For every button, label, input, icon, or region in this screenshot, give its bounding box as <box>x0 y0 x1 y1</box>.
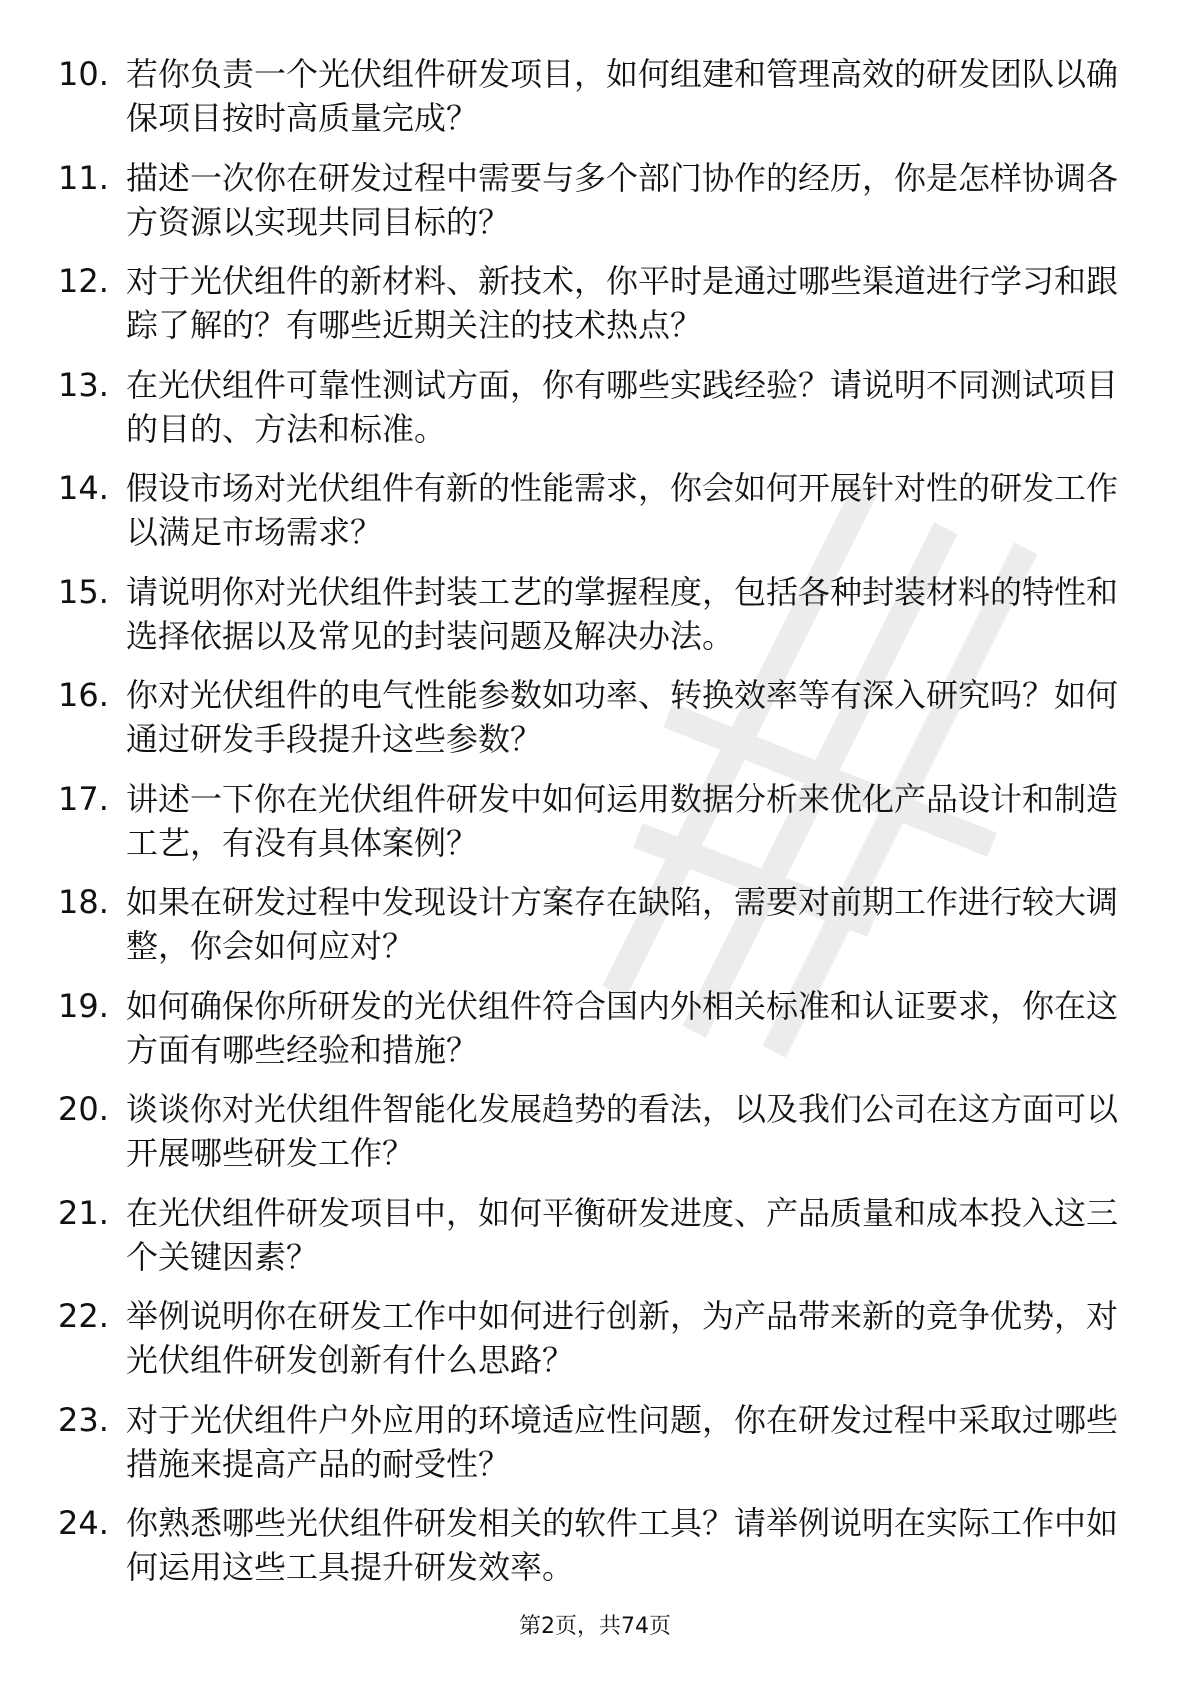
question-number: 22. <box>58 1297 109 1335</box>
question-number: 15. <box>58 572 109 611</box>
question-item <box>58 777 1118 865</box>
question-number: 10. <box>58 55 109 93</box>
question-text: 你对光伏组件的电气性能参数如功率、转换效率等有深入研究吗？如何通过研发手段提升这些参数？ <box>126 676 1119 758</box>
question-text: 谈谈你对光伏组件智能化发展趋势的看法，以及我们公司在这方面可以开展哪些研发工作？ <box>126 1090 1119 1172</box>
question-text: 在光伏组件可靠性测试方面，你有哪些实践经验？请说明不同测试项目的目的、方法和标准。 <box>126 365 1119 448</box>
question-number: 21. <box>58 1193 109 1232</box>
question-item <box>58 363 1118 451</box>
page-number-label: 第2页，共74页 <box>519 1614 671 1639</box>
question-item <box>58 259 1118 347</box>
question-item <box>58 1087 1118 1175</box>
question-text: 假设市场对光伏组件有新的性能需求，你会如何开展针对性的研发工作以满足市场需求？ <box>126 469 1119 551</box>
question-text: 讲述一下你在光伏组件研发中如何运用数据分析来优化产品设计和制造工艺，有没有具体案例？ <box>126 779 1119 862</box>
question-text: 若你负责一个光伏组件研发项目，如何组建和管理高效的研发团队以确保项目按时高质量完成？ <box>126 55 1119 137</box>
question-number: 11. <box>58 158 109 197</box>
question-number: 20. <box>58 1090 109 1128</box>
question-item <box>58 1191 1118 1279</box>
question-text: 请说明你对光伏组件封装工艺的掌握程度，包括各种封装材料的特性和选择依据以及常见的封装问题及解决办法。 <box>126 572 1119 655</box>
question-item <box>58 570 1118 658</box>
question-text: 如果在研发过程中发现设计方案存在缺陷，需要对前期工作进行较大调整，你会如何应对？ <box>126 883 1119 965</box>
question-number: 13. <box>58 365 109 404</box>
page-footer <box>0 1612 1190 1642</box>
question-number: 24. <box>58 1504 109 1542</box>
question-text: 如何确保你所研发的光伏组件符合国内外相关标准和认证要求，你在这方面有哪些经验和措施？ <box>126 986 1119 1069</box>
question-number: 16. <box>58 676 109 714</box>
question-number: 14. <box>58 469 109 507</box>
question-item <box>58 466 1118 554</box>
question-item <box>58 984 1118 1072</box>
question-number: 19. <box>58 986 109 1025</box>
question-item <box>58 1501 1118 1589</box>
question-item <box>58 880 1118 968</box>
question-text: 描述一次你在研发过程中需要与多个部门协作的经历，你是怎样协调各方资源以实现共同目标的？ <box>126 158 1119 241</box>
question-number: 23. <box>58 1400 109 1439</box>
question-item <box>58 156 1118 244</box>
question-number: 17. <box>58 779 109 818</box>
question-text: 在光伏组件研发项目中，如何平衡研发进度、产品质量和成本投入这三个关键因素？ <box>126 1193 1119 1276</box>
question-text: 对于光伏组件户外应用的环境适应性问题，你在研发过程中采取过哪些措施来提高产品的耐受性？ <box>126 1400 1119 1483</box>
question-text: 对于光伏组件的新材料、新技术，你平时是通过哪些渠道进行学习和跟踪了解的？有哪些近期关注的技术热点？ <box>126 262 1119 344</box>
question-item <box>58 1294 1118 1382</box>
question-item <box>58 52 1118 140</box>
question-item <box>58 1398 1118 1486</box>
question-text: 你熟悉哪些光伏组件研发相关的软件工具？请举例说明在实际工作中如何运用这些工具提升研发效率。 <box>126 1504 1119 1586</box>
question-number: 18. <box>58 883 109 921</box>
question-item <box>58 673 1118 761</box>
question-list <box>58 52 1118 1605</box>
question-number: 12. <box>58 262 109 300</box>
question-text: 举例说明你在研发工作中如何进行创新，为产品带来新的竞争优势，对光伏组件研发创新有什么思路？ <box>126 1297 1119 1379</box>
